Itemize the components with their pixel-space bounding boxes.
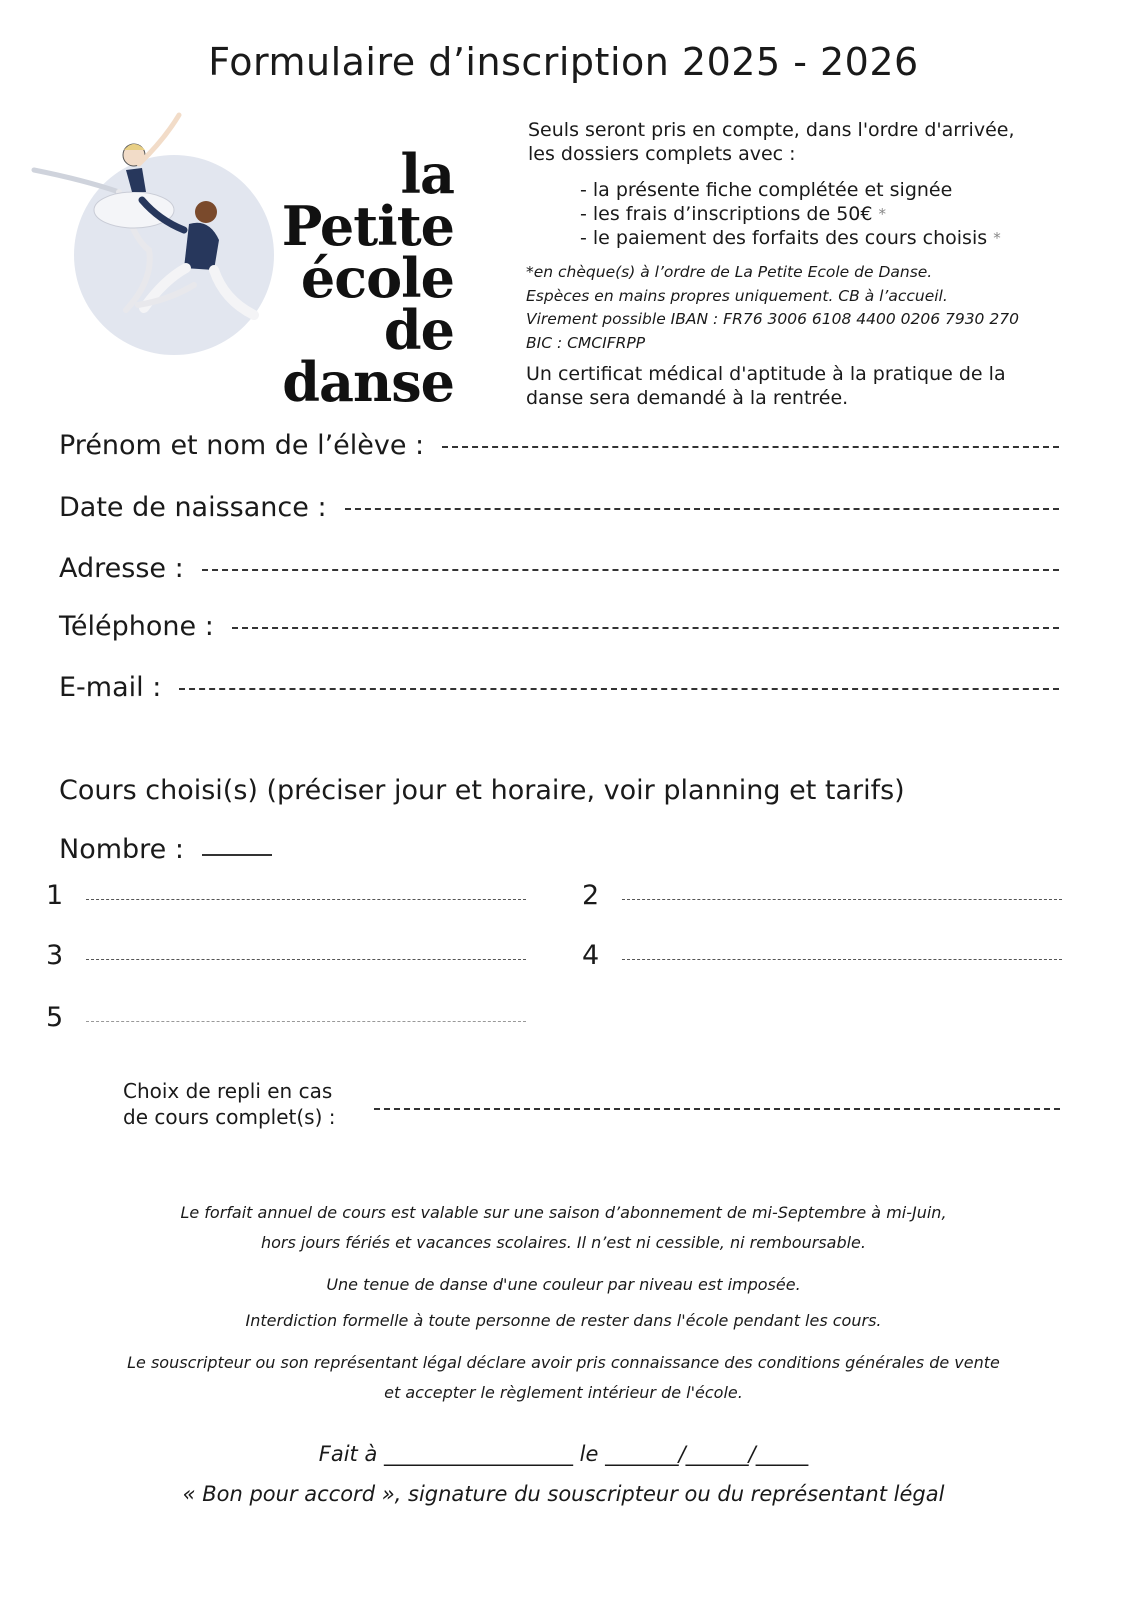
- course-count-field[interactable]: [59, 834, 272, 865]
- fallback-choice-line[interactable]: [374, 1108, 1060, 1110]
- signature-label: « Bon pour accord », signature du souscripteur ou du représentant légal: [182, 1482, 945, 1506]
- phone-field[interactable]: [59, 611, 1059, 642]
- courses-heading: Cours choisi(s) (préciser jour et horaire, voir planning et tarifs): [59, 775, 905, 806]
- fill-line[interactable]: [622, 959, 1062, 960]
- requirements-list: [580, 178, 1080, 250]
- fill-line[interactable]: [86, 959, 526, 960]
- fill-line[interactable]: [202, 854, 272, 856]
- school-logo: [24, 100, 474, 414]
- email-field[interactable]: [59, 672, 1059, 703]
- note-line: Interdiction formelle à toute personne de rester dans l'école pendant les cours.: [245, 1311, 882, 1330]
- course-slot-2[interactable]: [582, 880, 1062, 911]
- field-label: Prénom et nom de l’élève :: [59, 430, 425, 461]
- requirement-item: - la présente fiche complétée et signée: [580, 179, 953, 201]
- logo-line-2: école de: [300, 246, 454, 362]
- fallback-line-2: de cours complet(s) :: [123, 1105, 336, 1129]
- note-line: Le souscripteur ou son représentant légal déclare avoir pris connaissance des conditions générales de vente: [127, 1353, 1000, 1372]
- fill-line[interactable]: [345, 508, 1059, 510]
- fill-line[interactable]: [179, 688, 1059, 690]
- slot-number: 5: [46, 1002, 64, 1033]
- field-label: Date de naissance :: [59, 492, 327, 523]
- note-line: hors jours fériés et vacances scolaires. Il n’est ni cessible, ni remboursable.: [261, 1233, 866, 1252]
- fill-line[interactable]: [622, 899, 1062, 900]
- requirement-item: - les frais d’inscriptions de 50€ *: [580, 203, 887, 225]
- course-slot-5[interactable]: [46, 1002, 526, 1033]
- fill-line[interactable]: [86, 899, 526, 900]
- logo-line-1: la Petite: [281, 142, 454, 258]
- field-label: Adresse :: [59, 553, 184, 584]
- address-field[interactable]: [59, 553, 1059, 584]
- birth-date-field[interactable]: [59, 492, 1059, 523]
- logo-line-3: danse: [282, 350, 454, 414]
- payment-line: BIC : CMCIFRPP: [526, 333, 646, 352]
- terms-notes: [0, 1198, 1127, 1408]
- payment-info: [526, 261, 1086, 355]
- slot-number: 1: [46, 880, 64, 911]
- slot-number: 4: [582, 940, 600, 971]
- intro-text: [528, 118, 1088, 166]
- requirement-item: - le paiement des forfaits des cours choisis *: [580, 227, 1001, 249]
- course-slot-1[interactable]: [46, 880, 526, 911]
- fallback-choice-label: [123, 1078, 336, 1130]
- fill-line[interactable]: [232, 627, 1059, 629]
- slot-number: 2: [582, 880, 600, 911]
- payment-line: *en chèque(s) à l’ordre de La Petite Ecole de Danse.: [526, 263, 933, 281]
- course-slot-4[interactable]: [582, 940, 1062, 971]
- course-slot-3[interactable]: [46, 940, 526, 971]
- medical-certificate-notice: [526, 362, 1086, 410]
- fallback-line-1: Choix de repli en cas: [123, 1079, 333, 1103]
- field-label: Nombre :: [59, 834, 184, 865]
- place-date-line[interactable]: Fait à __________________ le _______/______/_____: [318, 1442, 809, 1466]
- payment-line: Virement possible IBAN : FR76 3006 6108 4400 0206 7930 270: [526, 310, 1019, 328]
- field-label: Téléphone :: [59, 611, 214, 642]
- intro-line-1: Seuls seront pris en compte, dans l'ordre d'arrivée,: [528, 119, 1015, 141]
- payment-line: Espèces en mains propres uniquement. CB à l’accueil.: [526, 286, 948, 305]
- fill-line[interactable]: [202, 569, 1059, 571]
- student-name-field[interactable]: [59, 430, 1059, 461]
- note-line: Le forfait annuel de cours est valable sur une saison d’abonnement de mi-Septembre à mi-Juin,: [180, 1203, 947, 1222]
- slot-number: 3: [46, 940, 64, 971]
- note-line: et accepter le règlement intérieur de l'école.: [384, 1383, 743, 1402]
- fill-line[interactable]: [86, 1021, 526, 1022]
- note-line: Une tenue de danse d'une couleur par niveau est imposée.: [326, 1275, 801, 1294]
- intro-line-2: les dossiers complets avec :: [528, 143, 796, 165]
- form-title: Formulaire d’inscription 2025 - 2026: [208, 40, 919, 84]
- field-label: E-mail :: [59, 672, 162, 703]
- logo-wordmark: [214, 142, 454, 414]
- fill-line[interactable]: [442, 446, 1059, 448]
- certificate-line-1: Un certificat médical d'aptitude à la pratique de la: [526, 363, 1006, 385]
- certificate-line-2: danse sera demandé à la rentrée.: [526, 387, 849, 409]
